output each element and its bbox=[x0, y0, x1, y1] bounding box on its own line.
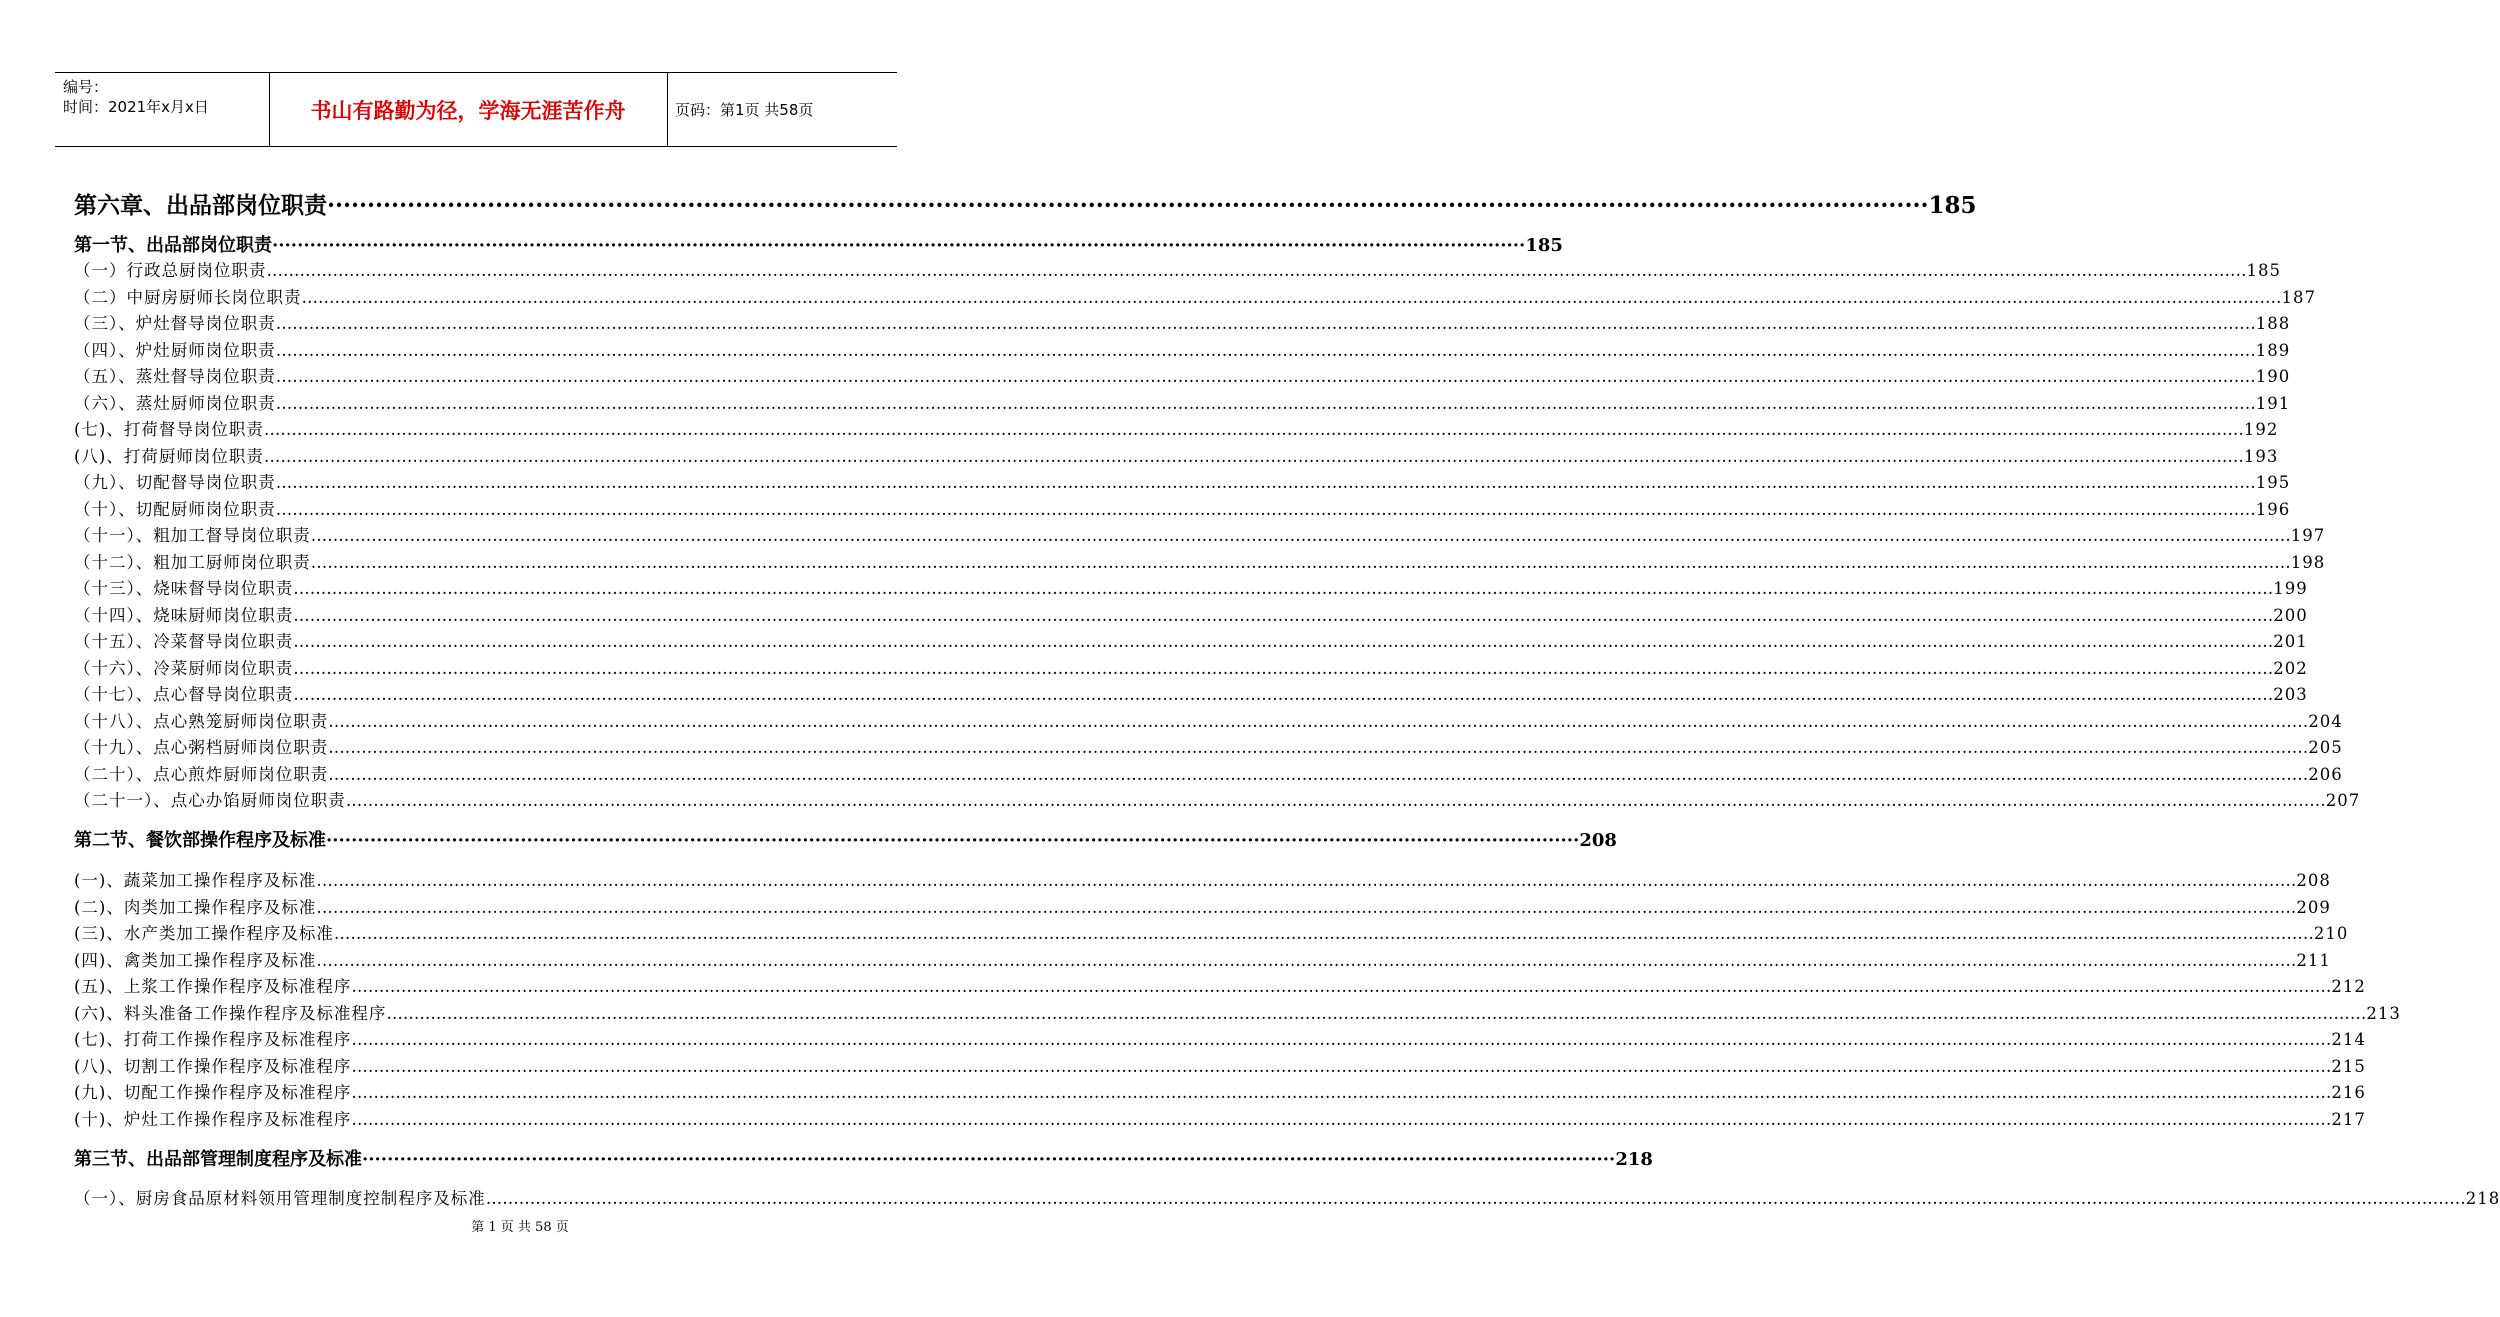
toc-entry-label: 第六章、出品部岗位职责 bbox=[74, 192, 327, 219]
toc-entry-label: （二十一）、点心办馅厨师岗位职责 bbox=[74, 791, 346, 810]
toc-entry-label: （一）、厨房食品原材料领用管理制度控制程序及标准 bbox=[74, 1189, 486, 1208]
toc-leader-dots: ……………………………………………………………………………………………………………………………………………………………………………………………………………………………………………………………………………………………………………………………… bbox=[263, 420, 2244, 439]
toc-entry[interactable] bbox=[74, 826, 1617, 852]
toc-entry-page: 218 bbox=[2465, 1189, 2500, 1208]
toc-leader-dots: ……………………………………………………………………………………………………………………………………………………………………………………………………………………………………………………………………………………………………………………………… bbox=[293, 685, 2274, 704]
toc-entry-page: 198 bbox=[2290, 553, 2326, 572]
toc-entry-page: 210 bbox=[2313, 924, 2349, 943]
toc-entry-page: 187 bbox=[2281, 288, 2316, 307]
toc-entry-label: （九）、切配督导岗位职责 bbox=[74, 473, 276, 492]
toc-entry[interactable] bbox=[74, 787, 2361, 811]
toc-entry-label: （一）行政总厨岗位职责 bbox=[74, 261, 267, 280]
toc-entry[interactable] bbox=[74, 920, 2349, 944]
toc-entry[interactable] bbox=[74, 496, 2291, 520]
toc-entry-label: （十七）、点心督导岗位职责 bbox=[74, 685, 294, 704]
header-motto: 书山有路勤为径，学海无涯苦作舟 bbox=[310, 98, 626, 123]
toc-entry-page: 189 bbox=[2255, 341, 2291, 360]
toc-entry-label: (一)、蔬菜加工操作程序及标准 bbox=[74, 871, 317, 890]
toc-entry-label: (八)、切割工作操作程序及标准程序 bbox=[74, 1057, 352, 1076]
toc-entry-label: (五)、上浆工作操作程序及标准程序 bbox=[74, 977, 352, 996]
toc-leader-dots: ……………………………………………………………………………………………………………………………………………………………………………………………………………………………………………………………………………………………………………………………… bbox=[263, 447, 2244, 466]
toc-leader-dots: ……………………………………………………………………………………………………………………………………………………………………………………………………………………………………………………………………………………………………………………………… bbox=[301, 288, 2282, 307]
toc-entry-page: 207 bbox=[2325, 791, 2361, 810]
toc-entry[interactable] bbox=[74, 390, 2291, 414]
toc-entry[interactable] bbox=[74, 681, 2308, 705]
toc-leader-dots: ……………………………………………………………………………………………………………………………………………………………………………………………………………………………………………………………………………………………………………………………… bbox=[316, 898, 2297, 917]
toc-entry-label: （六）、蒸灶厨师岗位职责 bbox=[74, 394, 276, 413]
toc-entry-label: (六)、料头准备工作操作程序及标准程序 bbox=[74, 1004, 387, 1023]
toc-entry[interactable] bbox=[74, 734, 2343, 758]
toc-entry-label: 第一节、出品部岗位职责 bbox=[74, 235, 272, 256]
toc-leader-dots: ……………………………………………………………………………………………………………………………………………………………………………………………………………………………………………………………………………………………………………………………… bbox=[310, 553, 2291, 572]
toc-leader-dots: ········································································································································································································ bbox=[272, 235, 1526, 256]
toc-leader-dots: ……………………………………………………………………………………………………………………………………………………………………………………………………………………………………………………………………………………………………………………………… bbox=[351, 1083, 2332, 1102]
toc-entry[interactable] bbox=[74, 363, 2291, 387]
toc-entry[interactable] bbox=[74, 655, 2308, 679]
toc-entry-page: 205 bbox=[2308, 738, 2343, 757]
toc-entry[interactable] bbox=[74, 894, 2331, 918]
toc-leader-dots: ……………………………………………………………………………………………………………………………………………………………………………………………………………………………………………………………………………………………………………………………… bbox=[275, 500, 2256, 519]
toc-entry[interactable] bbox=[74, 1106, 2366, 1130]
toc-leader-dots: ……………………………………………………………………………………………………………………………………………………………………………………………………………………………………………………………………………………………………………………………… bbox=[293, 632, 2274, 651]
toc-leader-dots: ……………………………………………………………………………………………………………………………………………………………………………………………………………………………………………………………………………………………………………………………… bbox=[275, 314, 2256, 333]
toc-leader-dots: ……………………………………………………………………………………………………………………………………………………………………………………………………………………………………………………………………………………………………………………………… bbox=[293, 659, 2274, 678]
toc-entry-page: 192 bbox=[2243, 420, 2279, 439]
toc-entry-page: 206 bbox=[2308, 765, 2343, 784]
toc-leader-dots: ……………………………………………………………………………………………………………………………………………………………………………………………………………………………………………………………………………………………………………………………… bbox=[328, 738, 2309, 757]
toc-leader-dots: ……………………………………………………………………………………………………………………………………………………………………………………………………………………………………………………………………………………………………………………………… bbox=[316, 871, 2297, 890]
toc-leader-dots: ……………………………………………………………………………………………………………………………………………………………………………………………………………………………………………………………………………………………………………………………… bbox=[293, 606, 2274, 625]
toc-leader-dots: ……………………………………………………………………………………………………………………………………………………………………………………………………………………………………………………………………………………………………………………………… bbox=[333, 924, 2314, 943]
toc-leader-dots: ……………………………………………………………………………………………………………………………………………………………………………………………………………………………………………………………………………………………………………………………… bbox=[485, 1189, 2466, 1208]
toc-entry[interactable] bbox=[74, 708, 2343, 732]
toc-entry-label: （十六）、冷菜厨师岗位职责 bbox=[74, 659, 294, 678]
toc-entry[interactable] bbox=[74, 337, 2291, 361]
toc-entry-label: （二十）、点心煎炸厨师岗位职责 bbox=[74, 765, 329, 784]
toc-entry[interactable] bbox=[74, 549, 2326, 573]
toc-entry-page: 203 bbox=[2273, 685, 2308, 704]
toc-leader-dots: ········································································································································································································ bbox=[327, 192, 1929, 219]
toc-entry-page: 190 bbox=[2255, 367, 2291, 386]
toc-entry-label: （十四）、烧味厨师岗位职责 bbox=[74, 606, 294, 625]
toc-entry-page: 201 bbox=[2273, 632, 2308, 651]
toc-entry-page: 211 bbox=[2296, 951, 2331, 970]
toc-leader-dots: ……………………………………………………………………………………………………………………………………………………………………………………………………………………………………………………………………………………………………………………………… bbox=[351, 977, 2332, 996]
toc-entry-label: （十二）、粗加工厨师岗位职责 bbox=[74, 553, 311, 572]
toc-leader-dots: ……………………………………………………………………………………………………………………………………………………………………………………………………………………………………………………………………………………………………………………………… bbox=[351, 1030, 2332, 1049]
toc-entry-page: 185 bbox=[1525, 235, 1563, 256]
toc-entry[interactable] bbox=[74, 469, 2291, 493]
toc-entry[interactable] bbox=[74, 1053, 2366, 1077]
document-number-label: 编号： bbox=[63, 78, 109, 96]
toc-entry-page: 215 bbox=[2331, 1057, 2366, 1076]
toc-entry[interactable] bbox=[74, 947, 2331, 971]
toc-leader-dots: ……………………………………………………………………………………………………………………………………………………………………………………………………………………………………………………………………………………………………………………………… bbox=[351, 1057, 2332, 1076]
toc-entry-label: （十五）、冷菜督导岗位职责 bbox=[74, 632, 294, 651]
toc-entry-label: (十)、炉灶工作操作程序及标准程序 bbox=[74, 1110, 352, 1129]
toc-leader-dots: ……………………………………………………………………………………………………………………………………………………………………………………………………………………………………………………………………………………………………………………………… bbox=[345, 791, 2326, 810]
toc-entry[interactable] bbox=[74, 310, 2291, 334]
page-footer: 第 1 页 共 58 页 bbox=[471, 1220, 569, 1235]
toc-entry[interactable] bbox=[74, 867, 2331, 891]
toc-leader-dots: ……………………………………………………………………………………………………………………………………………………………………………………………………………………………………………………………………………………………………………………………… bbox=[316, 951, 2297, 970]
toc-leader-dots: ……………………………………………………………………………………………………………………………………………………………………………………………………………………………………………………………………………………………………………………………… bbox=[293, 579, 2274, 598]
toc-entry[interactable] bbox=[74, 1145, 1653, 1171]
toc-entry-page: 208 bbox=[1579, 830, 1617, 851]
toc-entry[interactable] bbox=[74, 1026, 2366, 1050]
toc-entry-page: 213 bbox=[2366, 1004, 2401, 1023]
toc-leader-dots: ……………………………………………………………………………………………………………………………………………………………………………………………………………………………………………………………………………………………………………………………… bbox=[310, 526, 2291, 545]
toc-entry[interactable] bbox=[74, 602, 2308, 626]
toc-entry-label: (三)、水产类加工操作程序及标准 bbox=[74, 924, 334, 943]
toc-entry-page: 208 bbox=[2296, 871, 2331, 890]
toc-entry[interactable] bbox=[74, 628, 2308, 652]
toc-entry-label: （四）、炉灶厨师岗位职责 bbox=[74, 341, 276, 360]
toc-entry-page: 196 bbox=[2255, 500, 2291, 519]
toc-entry-label: （五）、蒸灶督导岗位职责 bbox=[74, 367, 276, 386]
toc-entry-label: 第二节、餐饮部操作程序及标准 bbox=[74, 830, 326, 851]
toc-entry-label: (八)、打荷厨师岗位职责 bbox=[74, 447, 264, 466]
toc-leader-dots: ……………………………………………………………………………………………………………………………………………………………………………………………………………………………………………………………………………………………………………………………… bbox=[328, 712, 2309, 731]
toc-entry[interactable] bbox=[74, 973, 2366, 997]
document-time-label: 时间：2021年x月x日 bbox=[63, 98, 209, 116]
toc-entry-label: （十三）、烧味督导岗位职责 bbox=[74, 579, 294, 598]
toc-entry-label: （十九）、点心粥档厨师岗位职责 bbox=[74, 738, 329, 757]
toc-entry-page: 212 bbox=[2331, 977, 2366, 996]
toc-entry-page: 197 bbox=[2290, 526, 2326, 545]
toc-entry-label: 第三节、出品部管理制度程序及标准 bbox=[74, 1149, 362, 1170]
toc-leader-dots: ……………………………………………………………………………………………………………………………………………………………………………………………………………………………………………………………………………………………………………………………… bbox=[386, 1004, 2367, 1023]
toc-entry-label: (七)、打荷督导岗位职责 bbox=[74, 420, 264, 439]
toc-entry[interactable] bbox=[74, 1000, 2401, 1024]
toc-entry-page: 185 bbox=[1928, 192, 1977, 219]
toc-entry-page: 217 bbox=[2331, 1110, 2366, 1129]
toc-leader-dots: ……………………………………………………………………………………………………………………………………………………………………………………………………………………………………………………………………………………………………………………………… bbox=[275, 341, 2256, 360]
toc-entry-label: （三）、炉灶督导岗位职责 bbox=[74, 314, 276, 333]
toc-entry-page: 200 bbox=[2273, 606, 2308, 625]
toc-entry-page: 195 bbox=[2255, 473, 2291, 492]
toc-entry[interactable] bbox=[74, 231, 1563, 257]
toc-entry-label: （二）中厨房厨师长岗位职责 bbox=[74, 288, 302, 307]
toc-entry-page: 214 bbox=[2331, 1030, 2366, 1049]
toc-entry[interactable] bbox=[74, 416, 2279, 440]
toc-entry-page: 216 bbox=[2331, 1083, 2366, 1102]
toc-entry[interactable] bbox=[74, 761, 2343, 785]
toc-entry-label: (七)、打荷工作操作程序及标准程序 bbox=[74, 1030, 352, 1049]
header-page-label: 页码：第1页 共58页 bbox=[675, 101, 814, 119]
toc-entry[interactable] bbox=[74, 443, 2279, 467]
toc-leader-dots: ……………………………………………………………………………………………………………………………………………………………………………………………………………………………………………………………………………………………………………………………… bbox=[266, 261, 2247, 280]
toc-entry-label: (二)、肉类加工操作程序及标准 bbox=[74, 898, 317, 917]
toc-leader-dots: ……………………………………………………………………………………………………………………………………………………………………………………………………………………………………………………………………………………………………………………………… bbox=[275, 394, 2256, 413]
toc-leader-dots: ……………………………………………………………………………………………………………………………………………………………………………………………………………………………………………………………………………………………………………………………… bbox=[328, 765, 2309, 784]
toc-leader-dots: ……………………………………………………………………………………………………………………………………………………………………………………………………………………………………………………………………………………………………………………………… bbox=[275, 367, 2256, 386]
toc-leader-dots: ……………………………………………………………………………………………………………………………………………………………………………………………………………………………………………………………………………………………………………………………… bbox=[275, 473, 2256, 492]
toc-entry-label: （十一）、粗加工督导岗位职责 bbox=[74, 526, 311, 545]
toc-entry-label: （十八）、点心熟笼厨师岗位职责 bbox=[74, 712, 329, 731]
toc-leader-dots: ········································································································································································································ bbox=[326, 830, 1580, 851]
toc-leader-dots: ········································································································································································································ bbox=[362, 1149, 1616, 1170]
toc-entry[interactable] bbox=[74, 522, 2326, 546]
toc-entry-page: 188 bbox=[2255, 314, 2291, 333]
toc-entry[interactable] bbox=[74, 284, 2316, 308]
toc-entry-page: 191 bbox=[2255, 394, 2291, 413]
toc-entry[interactable] bbox=[74, 575, 2308, 599]
toc-entry-page: 204 bbox=[2308, 712, 2343, 731]
toc-entry-page: 202 bbox=[2273, 659, 2308, 678]
toc-entry-label: （十）、切配厨师岗位职责 bbox=[74, 500, 276, 519]
toc-entry[interactable] bbox=[74, 187, 1977, 220]
toc-entry-page: 193 bbox=[2243, 447, 2279, 466]
toc-entry-page: 185 bbox=[2246, 261, 2281, 280]
toc-entry-page: 209 bbox=[2296, 898, 2331, 917]
toc-leader-dots: ……………………………………………………………………………………………………………………………………………………………………………………………………………………………………………………………………………………………………………………………… bbox=[351, 1110, 2332, 1129]
toc-entry[interactable] bbox=[74, 1079, 2366, 1103]
toc-entry-label: (四)、禽类加工操作程序及标准 bbox=[74, 951, 317, 970]
toc-entry[interactable] bbox=[74, 257, 2281, 281]
toc-entry-page: 199 bbox=[2273, 579, 2308, 598]
toc-entry-page: 218 bbox=[1615, 1149, 1653, 1170]
toc-entry-label: (九)、切配工作操作程序及标准程序 bbox=[74, 1083, 352, 1102]
toc-entry[interactable] bbox=[74, 1185, 2500, 1209]
